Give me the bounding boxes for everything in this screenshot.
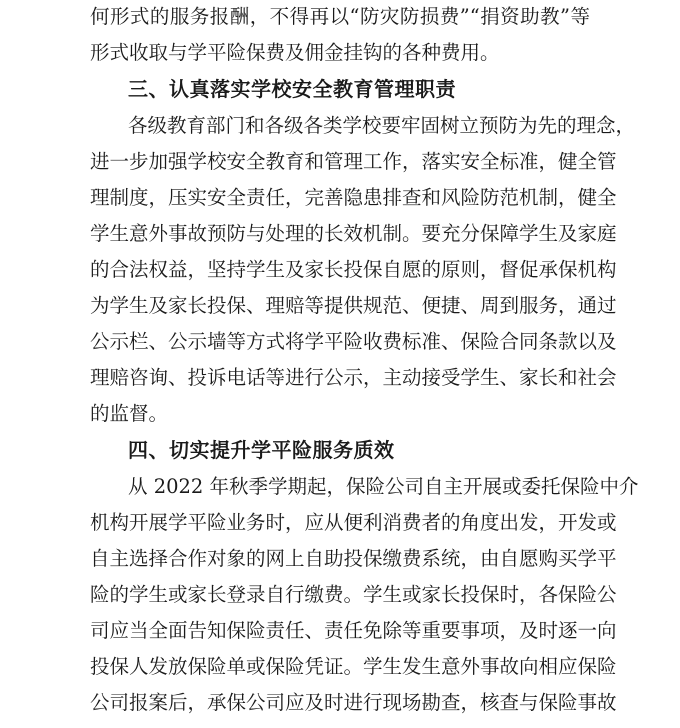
paragraph-line: 自主选择合作对象的网上自助投保缴费系统，由自愿购买学平: [90, 547, 617, 570]
paragraph-line: 学生意外事故预防与处理的长效机制。要充分保障学生及家庭: [90, 222, 617, 245]
paragraph-line: 机构开展学平险业务时，应从便利消费者的角度出发，开发或: [90, 511, 617, 534]
section-heading: 三、认真落实学校安全教育管理职责: [128, 77, 456, 101]
paragraph-line: 公司报案后，承保公司应及时进行现场勘查，核查与保险事故: [90, 691, 617, 714]
paragraph-line: 理制度，压实安全责任，完善隐患排查和风险防范机制，健全: [90, 186, 617, 209]
paragraph-line: 何形式的服务报酬，不得再以“防灾防损费”“捐资助教”等: [90, 5, 590, 28]
section-heading: 四、切实提升学平险服务质效: [128, 438, 395, 462]
paragraph-line: 司应当全面告知保险责任、责任免除等重要事项，及时逐一向: [90, 619, 617, 642]
paragraph-line: 理赔咨询、投诉电话等进行公示，主动接受学生、家长和社会: [90, 366, 617, 389]
paragraph-line: 公示栏、公示墙等方式将学平险收费标准、保险合同条款以及: [90, 330, 617, 353]
paragraph-line: 的监督。: [90, 402, 169, 425]
paragraph-line: 从 2022 年秋季学期起，保险公司自主开展或委托保险中介: [128, 475, 639, 498]
paragraph-line: 各级教育部门和各级各类学校要牢固树立预防为先的理念，: [128, 114, 636, 137]
paragraph-line: 险的学生或家长登录自行缴费。学生或家长投保时，各保险公: [90, 583, 617, 606]
paragraph-line: 的合法权益，坚持学生及家长投保自愿的原则，督促承保机构: [90, 258, 617, 281]
paragraph-line: 投保人发放保险单或保险凭证。学生发生意外事故向相应保险: [90, 655, 617, 678]
paragraph-line: 形式收取与学平险保费及佣金挂钩的各种费用。: [90, 41, 500, 64]
paragraph-line: 进一步加强学校安全教育和管理工作，落实安全标准，健全管: [90, 150, 617, 173]
paragraph-line: 为学生及家长投保、理赔等提供规范、便捷、周到服务，通过: [90, 294, 617, 317]
